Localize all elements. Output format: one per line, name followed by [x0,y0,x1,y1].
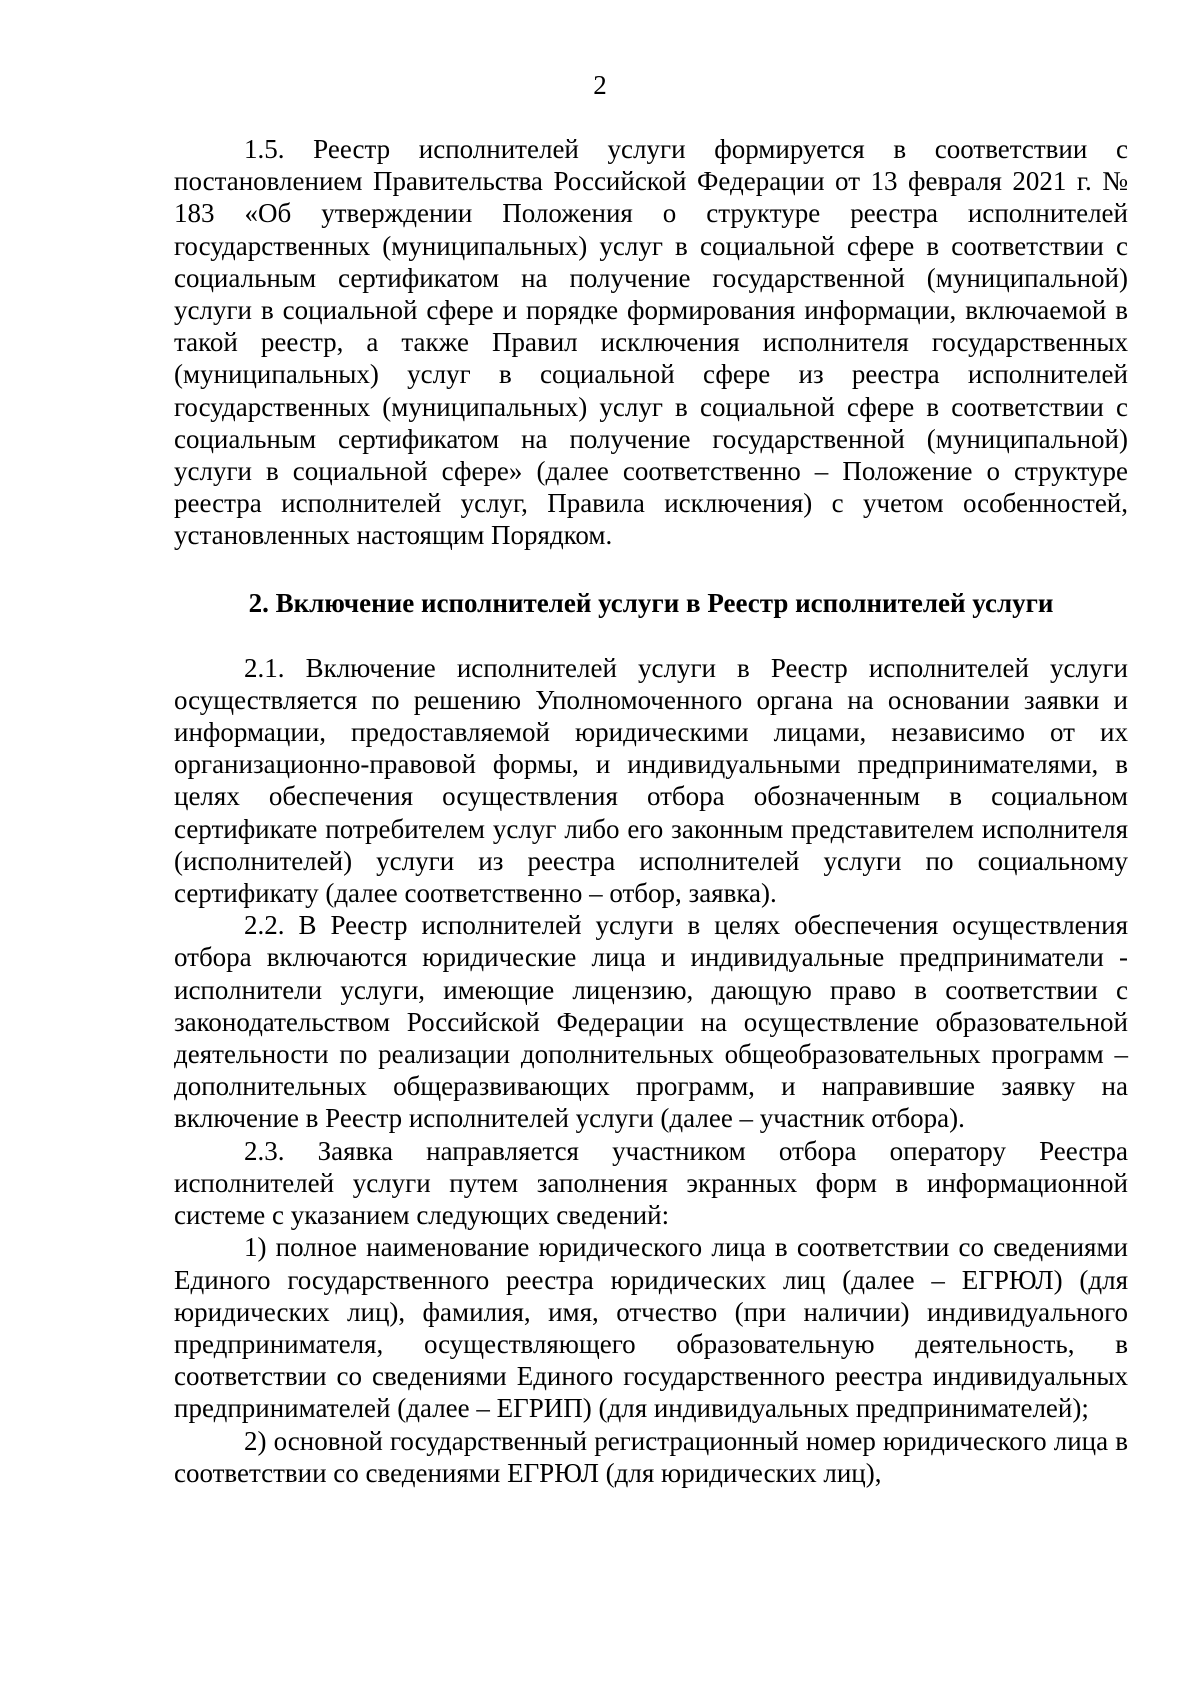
paragraph-2-3: 2.3. Заявка направляется участником отбора оператору Реестра исполнителей услуги путем заполнения экранных форм в информационной системе с указанием следующих сведений: [174,1135,1128,1231]
paragraph-1-5: 1.5. Реестр исполнителей услуги формируется в соответствии с постановлением Правительства Российской Федерации от 13 февраля 2021 г. № 183 «Об утверждении Положения о структуре реестра исполнителей государственных (муниципальных) услуг в социальной сфере в соответствии с социальным сертификатом на получение государственной (муниципальной) услуги в социальной сфере и порядке формирования информации, включаемой в такой реестр, а также Правил исключения исполнителя государственных (муниципальных) услуг в социальной сфере из реестра исполнителей государственных (муниципальных) услуг в социальной сфере в соответствии с социальным сертификатом на получение государственной (муниципальной) услуги в социальной сфере» (далее соответственно – Положение о структуре реестра исполнителей услуг, Правила исключения) с учетом особенностей, установленных настоящим Порядком. [174,134,1128,551]
paragraph-2-1: 2.1. Включение исполнителей услуги в Реестр исполнителей услуги осуществляется по решению Уполномоченного органа на основании заявки и информации, предоставляемой юридическими лицами, независимо от их организационно-правовой формы, и индивидуальными предпринимателями, в целях обеспечения осуществления отбора обозначенным в социальном сертификате потребителем услуг либо его законным представителем исполнителя (исполнителей) услуги из реестра исполнителей услуги по социальному сертификату (далее соответственно – отбор, заявка). [174,652,1128,909]
page-number: 2 [593,70,607,100]
paragraph-2-2: 2.2. В Реестр исполнителей услуги в целях обеспечения осуществления отбора включаются юридические лица и индивидуальные предприниматели - исполнители услуги, имеющие лицензию, дающую право в соответствии с законодательством Российской Федерации на осуществление образовательной деятельности по реализации дополнительных общеобразовательных программ – дополнительных общеразвивающих программ, и направившие заявку на включение в Реестр исполнителей услуги (далее – участник отбора). [174,910,1128,1134]
list-item-1: 1) полное наименование юридического лица в соответствии со сведениями Единого государственного реестра юридических лиц (далее – ЕГРЮЛ) (для юридических лиц), фамилия, имя, отчество (при наличии) индивидуального предпринимателя, осуществляющего образовательную деятельность, в соответствии со сведениями Единого государственного реестра индивидуальных предпринимателей (далее – ЕГРИП) (для индивидуальных предпринимателей); [174,1232,1128,1424]
list-item-2: 2) основной государственный регистрационный номер юридического лица в соответствии со сведениями ЕГРЮЛ (для юридических лиц), [174,1425,1128,1488]
section-2-heading: 2. Включение исполнителей услуги в Реестр исполнителей услуги [248,587,1054,618]
document-body [174,133,1128,1489]
